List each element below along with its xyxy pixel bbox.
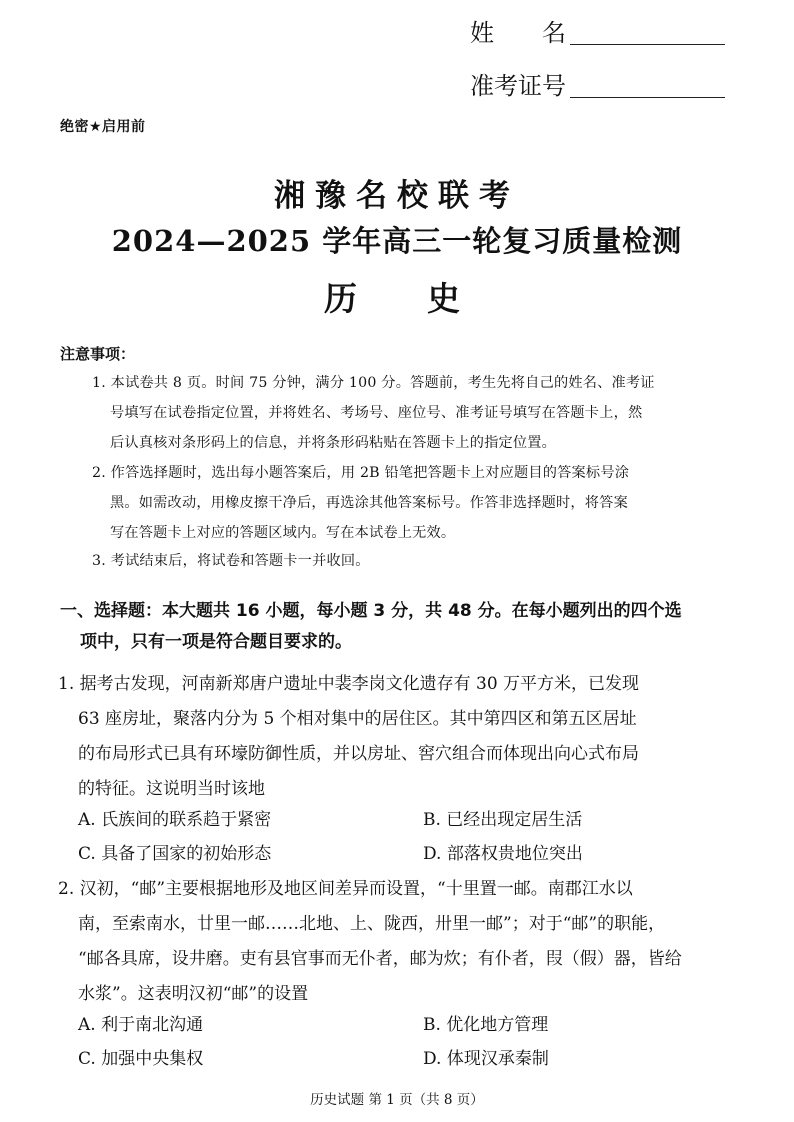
question-line: 的布局形式已具有环壕防御性质，并以房址、窖穴组合而体现出向心式布局	[78, 744, 639, 764]
secret-mark: 绝密★启用前	[60, 119, 146, 135]
subject-title: 历史	[324, 279, 530, 318]
name-label: 姓 名	[470, 19, 566, 47]
notice-line: 1. 本试卷共 8 页。时间 75 分钟，满分 100 分。答题前，考生先将自己的姓名、准考证	[92, 375, 655, 391]
question-line: “邮各具席，设井磨。吏有县官事而无仆者，邮为炊；有仆者，叚（假）器，皆给	[78, 949, 682, 969]
question-1-option-b[interactable]: B. 已经出现定居生活	[423, 810, 583, 830]
section-heading	[60, 596, 750, 658]
question-2-option-c[interactable]: C. 加强中央集权	[78, 1049, 204, 1069]
notice-item-3	[92, 546, 742, 576]
notice-line: 2. 作答选择题时，选出每小题答案后，用 2B 铅笔把答题卡上对应题目的答案标号涂	[92, 465, 630, 481]
question-1-stem	[58, 667, 748, 807]
notice-item-1	[92, 368, 742, 458]
page-footer: 历史试题 第 1 页（共 8 页）	[310, 1092, 484, 1108]
exam-id-label: 准考证号	[470, 72, 566, 100]
question-2-stem	[58, 872, 748, 1012]
question-line: 1. 据考古发现，河南新郑唐户遗址中裴李岗文化遗存有 30 万平方米，已发现	[58, 674, 640, 694]
question-line: 水浆”。这表明汉初“邮”的设置	[78, 984, 309, 1004]
question-line: 南，至索南水，廿里一邮……北地、上、陇西，卅里一邮”；对于“邮”的职能，	[78, 914, 666, 934]
name-blank[interactable]	[570, 20, 725, 45]
exam-title-line2: 2024—2025 学年高三一轮复习质量检测	[111, 224, 683, 258]
question-1-option-c[interactable]: C. 具备了国家的初始形态	[78, 844, 272, 864]
question-2-option-d[interactable]: D. 体现汉承秦制	[423, 1049, 549, 1069]
question-1-option-a[interactable]: A. 氏族间的联系趋于紧密	[78, 810, 272, 830]
notice-line: 写在答题卡上对应的答题区域内。写在本试卷上无效。	[110, 525, 456, 541]
exam-id-blank[interactable]	[570, 73, 725, 98]
notice-line: 后认真核对条形码上的信息，并将条形码粘贴在答题卡上的指定位置。	[110, 435, 557, 451]
question-2-option-b[interactable]: B. 优化地方管理	[423, 1015, 549, 1035]
section-heading-line: 一、选择题：本大题共 16 小题，每小题 3 分，共 48 分。在每小题列出的四个选	[60, 601, 682, 621]
notice-heading: 注意事项：	[60, 345, 136, 363]
notice-line: 3. 考试结束后，将试卷和答题卡一并收回。	[92, 553, 370, 569]
notice-line: 号填写在试卷指定位置，并将姓名、考场号、座位号、准考证号填写在答题卡上，然	[110, 405, 643, 421]
notice-line: 黑。如需改动，用橡皮擦干净后，再选涂其他答案标号。作答非选择题时，将答案	[110, 495, 628, 511]
question-line: 2. 汉初，“邮”主要根据地形及地区间差异而设置，“十里置一邮。南郡江水以	[58, 879, 633, 899]
question-2-option-a[interactable]: A. 利于南北沟通	[78, 1015, 204, 1035]
section-heading-line: 项中，只有一项是符合题目要求的。	[80, 632, 352, 652]
notice-item-2	[92, 458, 742, 548]
question-line: 的特征。这说明当时该地	[78, 779, 265, 799]
exam-id-field	[470, 73, 725, 98]
exam-title-line1: 湘豫名校联考	[274, 178, 520, 214]
name-field	[470, 20, 725, 45]
question-line: 63 座房址，聚落内分为 5 个相对集中的居住区。其中第四区和第五区居址	[78, 709, 637, 729]
question-1-option-d[interactable]: D. 部落权贵地位突出	[423, 844, 583, 864]
